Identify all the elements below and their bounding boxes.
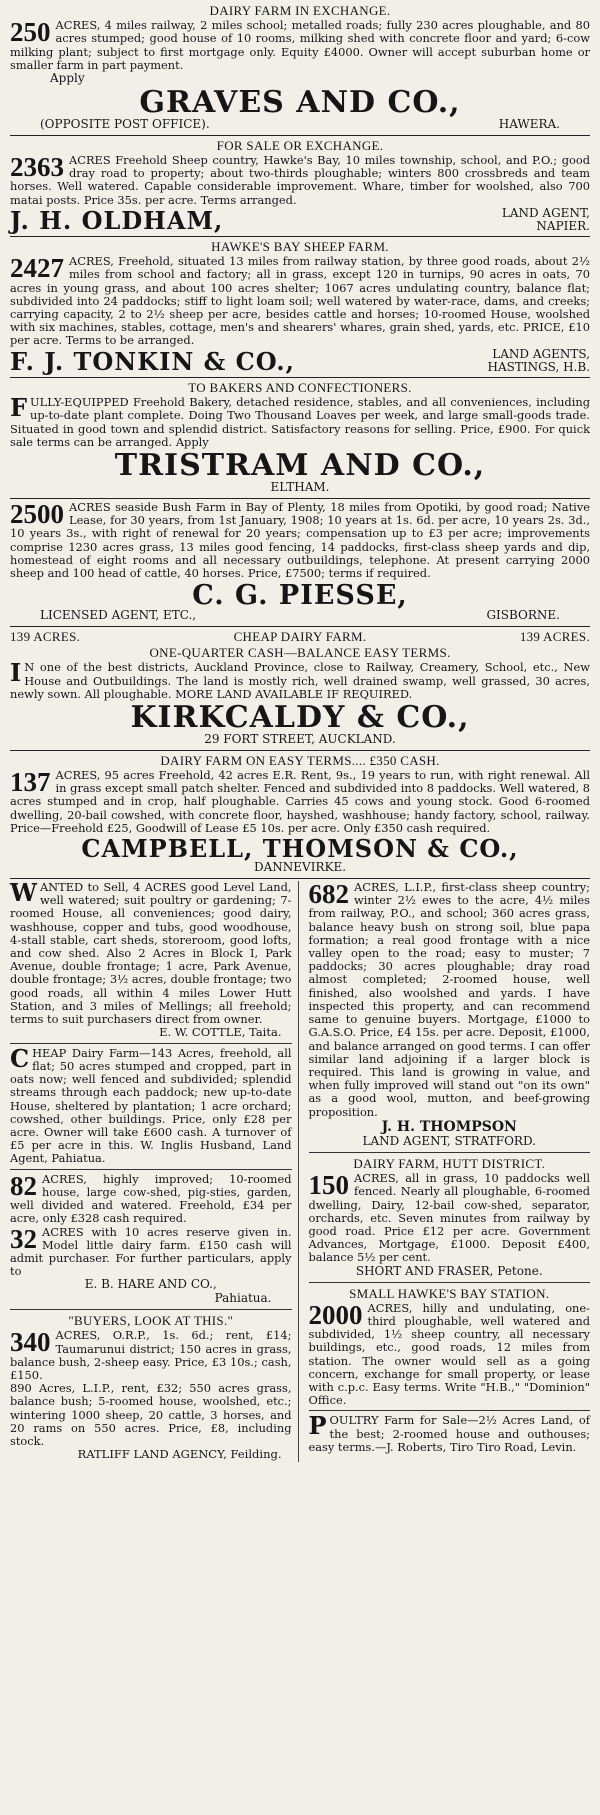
right-column	[308, 878, 591, 1462]
ad-hutt-district	[309, 1156, 591, 1279]
acreage-number: 2363	[10, 151, 64, 182]
divider	[10, 135, 590, 136]
ad-heading: HAWKE'S BAY SHEEP FARM.	[211, 239, 389, 255]
agent-details: LAND AGENTS, HASTINGS, H.B.	[487, 346, 590, 374]
agent-address: 29 FORT STREET, AUCKLAND.	[204, 731, 396, 746]
divider	[309, 1282, 591, 1283]
ad-32-acres	[10, 1223, 292, 1307]
ad-682-acres	[308, 878, 591, 1149]
ad-body: FULLY-EQUIPPED Freehold Bakery, detached residence, stables, and all conveniences, including up-to-date plant complete. Doing Two Thousand Loaves per week, and large small-goods trade. Situated in good town and splendid district. Satisfactory reasons for selling. Price, £900. For quick sale terms can be arranged. Apply	[10, 393, 590, 449]
agent-name: J. H. THOMPSON	[381, 1118, 517, 1135]
divider	[10, 1309, 292, 1310]
acreage-number: 137	[10, 766, 51, 797]
ad-body: 2500 ACRES seaside Bush Farm in Bay of Plenty, 18 miles from Opotiki, by good road; Native Lease, for 30 years, from 1st January, 1908; 10 years at 1s. 6d. per acre, 10 years 2s. 3d., 10 years 3s., with right of renewal for 20 years; compensation up to £3 per acre; improvements comprise 1230 acres grass, 13 miles good fencing, 14 paddocks, first-class sheep yards and dip, homestead of eight rooms and all necessary outbuildings, telephone. At present carrying 2000 sheep and 100 head of cattle, 40 horses. Price, £7500; terms if required.	[10, 498, 590, 581]
two-column-classifieds	[10, 877, 590, 1462]
advertiser-signature: E. W. COTTLE, Taita.	[159, 1025, 282, 1040]
ad-wanted-to-sell	[10, 877, 292, 1040]
ad-small-hawkes-bay	[309, 1286, 591, 1408]
ad-heading: DAIRY FARM ON EASY TERMS.... £350 CASH.	[160, 752, 440, 768]
agent-address: (OPPOSITE POST OFFICE). HAWERA.	[40, 116, 560, 131]
agent-address: LICENSED AGENT, ETC., GISBORNE.	[40, 608, 560, 623]
agent-name: KIRKCALDY & CO.,	[130, 699, 470, 735]
acreage-number: 2000	[308, 1299, 363, 1330]
agent-line	[10, 205, 590, 236]
acreage-number: 82	[10, 1170, 37, 1201]
divider	[10, 377, 590, 378]
agent-name: C. G. PIESSE,	[192, 580, 408, 612]
ad-body: 150 ACRES, all in grass, 10 paddocks well fenced. Nearly all ploughable, 6-roomed dwelling, Dairy, 12-bail cow-shed, separator, orchards, etc. Seven minutes from railway by good road. Price £12 per acre. Government Advances, Mortgage, £1000. Deposit £400, balance 5½ per cent.	[308, 1170, 590, 1265]
agent-name: TRISTRAM AND CO.,	[114, 448, 486, 484]
acreage-number: 340	[10, 1327, 51, 1358]
ad-body-continued: 890 Acres, L.I.P., rent, £32; 550 acres grass, balance bush; 5-roomed house, woolshed, etc.; wintering 1000 sheep, 20 cattle, 3 horses, and 20 rams on 550 acres. Price, £8, including stock.	[10, 1381, 292, 1449]
ad-body: 250 ACRES, 4 miles railway, 2 miles school; metalled roads; fully 230 acres ploughable, and 80 acres stumped; good house of 10 rooms, milking shed with concrete floor and yard; 6-cow milking plant; subject to first mortgage only. Equity £4000. Owner will accept suburban home or smaller farm in part payment.	[10, 17, 590, 72]
ad-heading: "BUYERS, LOOK AT THIS."	[68, 1313, 234, 1329]
acreage-number: 32	[10, 1223, 37, 1254]
ad-82-acres	[10, 1170, 292, 1226]
ad-body: 32 ACRES with 10 acres reserve given in. Model little dairy farm. £150 cash will admit purchaser. For further particulars, apply to	[10, 1223, 292, 1279]
divider	[10, 236, 590, 237]
advertiser-signature: SHORT AND FRASER, Petone.	[355, 1263, 543, 1278]
ad-heading: DAIRY FARM IN EXCHANGE.	[209, 3, 391, 18]
ad-body: 682 ACRES, L.I.P., first-class sheep country; winter 2½ ewes to the acre, 4½ miles from railway, P.O., and school; 360 acres grass, balance heavy bush on strong soil, blue papa formation; a real good frontage with a nice valley open to the road; easy to muster; 7 paddocks; 30 acres ploughable; dray road almost completed; 2-roomed house, well finished, also woolshed and yards. I have inspected this property, and can recommend same to genuine buyers. Mortgage, £1000 to G.A.S.O. Price, £4 15s. per acre. Deposit, £1000, and balance arranged on good terms. I can offer similar land adjoining if a larger block is required. This land is growing in value, and when fully improved will stand out "on its own" as a good wool, mutton, and beef-growing proposition.	[308, 878, 590, 1119]
agent-address: LAND AGENT, STRATFORD.	[362, 1134, 536, 1149]
agent-town: DANNEVIRKE.	[253, 860, 347, 875]
drop-cap: W	[10, 877, 37, 907]
ad-heading: DAIRY FARM, HUTT DISTRICT.	[353, 1156, 546, 1172]
apply-label: Apply	[50, 70, 85, 85]
ad-heading: TO BAKERS AND CONFECTIONERS.	[188, 380, 412, 396]
drop-cap: I	[10, 658, 22, 688]
divider	[10, 878, 590, 879]
agent-name: J. H. OLDHAM,	[10, 206, 224, 236]
ad-body: 2363 ACRES Freehold Sheep country, Hawke's Bay, 10 miles township, school, and P.O.; good dray road to property; about two-thirds ploughable; winters 800 crossbreds and team horses. Well watered. Capable considerable improvement. Whare, timber for woolshed, also 700 matai posts. Price 35s. per acre. Terms arranged.	[10, 151, 590, 207]
ad-sale-or-exchange	[10, 137, 590, 236]
ad-body: 340 ACRES, O.R.P., 1s. 6d.; rent, £14; Taumarunui district; 150 acres in grass, balance bush, 2-sheep easy. Price, £3 10s.; cash, £150.	[10, 1327, 292, 1382]
divider	[10, 1169, 292, 1170]
drop-cap: F	[10, 393, 28, 423]
ad-body: 2427 ACRES, Freehold, situated 13 miles from railway station, by three good roads, about 2½ miles from school and factory; all in grass, except 120 in turnips, 90 acres in oats, 70 acres in young grass, and about 100 acres shelter; 1067 acres undulating country, balance flat; subdivided into 24 paddocks; stiff to light loam soil; well watered by water-race, dams, and creeks; carrying capacity, 2 to 2½ sheep per acre, besides cattle and horses; 10-roomed House, woolshed with six machines, stables, cottage, men's and shearers' whares, grain shed, yards, etc. PRICE, £10 per acre. Terms to be arranged.	[10, 253, 590, 348]
agent-line	[10, 346, 590, 377]
agent-town: ELTHAM.	[270, 480, 330, 495]
ad-subheading: ONE-QUARTER CASH—BALANCE EASY TERMS.	[149, 645, 451, 661]
agent-name: GRAVES AND CO.,	[139, 84, 461, 120]
ad-body: 82 ACRES, highly improved; 10-roomed house, large cow-shed, pig-sties, garden, well divided and watered. Freehold, £34 per acre, only £328 cash required.	[10, 1170, 292, 1226]
divider	[10, 750, 590, 751]
ad-heading: SMALL HAWKE'S BAY STATION.	[349, 1285, 550, 1301]
ad-body: WANTED to Sell, 4 ACRES good Level Land, well watered; suit poultry or gardening; 7-roomed House, all conveniences; good dairy, washhouse, copper and tubs, good woodhouse, 4-stall stable, cart sheds, storeroom, good lofts, and cow shed. Also 2 Acres in Block I, Park Avenue, double frontage; 1 acre, Park Avenue, double frontage; 3½ acres, double frontage; two good roads, all within 4 miles Lower Hutt Station, and 3 miles of Mellings; all freehold; terms to suit purchasers direct from owner.	[10, 877, 292, 1027]
advertiser-signature: E. B. HARE AND CO.,	[84, 1277, 217, 1292]
divider	[10, 1043, 292, 1044]
ad-dairy-farm-exchange	[10, 3, 590, 132]
acreage-number: 150	[308, 1170, 349, 1201]
acreage-number: 2427	[10, 253, 64, 284]
acreage-number: 2500	[10, 498, 64, 529]
ad-body: 2000 ACRES, hilly and undulating, one-third ploughable, well watered and subdivided, 1½ sheep country, all necessary buildings, etc., good roads, 12 miles from station. The owner would sell as a going concern, exchange for small property, or lease with c.p.c. Easy terms. Write "H.B.," "Dominion" Office.	[308, 1299, 590, 1408]
ad-body: I N one of the best districts, Auckland Province, close to Railway, Creamery, School, etc., New House and Outbuildings. The land is mostly rich, well drained swamp, well grassed, 30 acres, newly sown. All ploughable. MORE LAND AVAILABLE IF REQUIRED.	[10, 658, 590, 701]
divider	[10, 498, 590, 499]
ad-poultry-farm	[308, 1411, 591, 1454]
ad-buyers-look	[10, 1313, 292, 1461]
drop-cap: P	[308, 1411, 327, 1441]
ad-cheap-dairy-143	[10, 1043, 292, 1166]
divider	[309, 1152, 591, 1153]
acreage-number: 250	[10, 17, 51, 48]
ad-cheap-dairy-farm	[10, 629, 590, 747]
ad-dairy-easy-terms	[10, 753, 590, 875]
ad-hawkes-bay-sheep-farm	[10, 239, 590, 377]
ad-bay-of-plenty	[10, 498, 590, 623]
drop-cap: C	[10, 1043, 30, 1073]
left-column	[10, 877, 299, 1462]
acreage-number: 682	[308, 878, 349, 909]
advertiser-town: Pahiatua.	[214, 1291, 272, 1306]
newspaper-page	[10, 0, 590, 1462]
agent-name: CAMPBELL, THOMSON & CO.,	[81, 834, 519, 864]
advertiser-signature: RATLIFF LAND AGENCY, Feilding.	[77, 1447, 282, 1462]
ad-heading: FOR SALE OR EXCHANGE.	[216, 137, 384, 153]
ad-bakers	[10, 380, 590, 495]
ad-heading: 139 ACRES. CHEAP DAIRY FARM. 139 ACRES.	[10, 629, 590, 645]
agent-name: F. J. TONKIN & CO.,	[10, 347, 295, 377]
ad-body: 137 ACRES, 95 acres Freehold, 42 acres E.R. Rent, 9s., 19 years to run, with right renewal. All in grass except small patch shelter. Fenced and subdivided into 8 paddocks. Well watered, 8 acres stumped and in crop, half ploughable. Carries 45 cows and young stock. Good 6-roomed dwelling, 20-bail cowshed, with concrete floor, hayshed, washhouse; handy factory, school, railway. Price—Freehold £25, Goodwill of Lease £5 10s. per acre. Only £350 cash required.	[10, 766, 590, 835]
ad-body: CHEAP Dairy Farm—143 Acres, freehold, all flat; 50 acres stumped and cropped, part in oats now; well fenced and subdivided; splendid streams through each paddock; new up-to-date House, sheltered by plantation; 1 acre orchard; cowshed, other buildings. Price, only £28 per acre. Owner will take £600 cash. A turnover of £5 per acre in this. W. Inglis Husband, Land Agent, Pahiatua.	[10, 1043, 292, 1166]
divider	[10, 626, 590, 627]
agent-details: LAND AGENT, NAPIER.	[501, 205, 590, 233]
ad-body: POULTRY Farm for Sale—2½ Acres Land, of the best; 2-roomed house and outhouses; easy terms.—J. Roberts, Tiro Tiro Road, Levin.	[308, 1411, 590, 1454]
divider	[309, 1410, 591, 1411]
